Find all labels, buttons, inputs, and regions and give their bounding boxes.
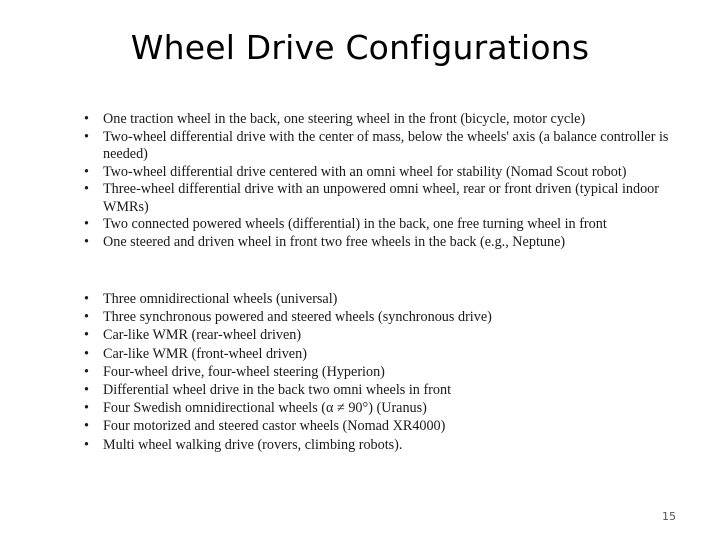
bullet-icon: • — [84, 111, 89, 127]
bullet-icon: • — [84, 309, 89, 326]
list-item — [84, 363, 674, 381]
list-item — [84, 308, 674, 326]
list-item — [84, 326, 674, 344]
bullet-icon: • — [84, 418, 89, 435]
list-item-text: One steered and driven wheel in front two free wheels in the back (e.g., Neptune) — [103, 233, 566, 250]
list-item — [84, 399, 674, 417]
bullet-icon: • — [84, 382, 89, 399]
bullet-icon: • — [84, 327, 89, 344]
bullet-icon: • — [84, 436, 89, 453]
bullet-list-group-1 — [84, 111, 674, 251]
bullet-icon: • — [84, 363, 89, 380]
bullet-icon: • — [84, 345, 89, 362]
list-item-text: Two-wheel differential drive centered with an omni wheel for stability (Nomad Scout robot) — [103, 163, 627, 180]
list-item-text: Three omnidirectional wheels (universal) — [103, 291, 338, 307]
bullet-icon: • — [84, 163, 89, 180]
list-item-text: Four Swedish omnidirectional wheels (α ≠ 90°) (Uranus) — [103, 400, 427, 417]
list-item-text: Three-wheel differential drive with an unpowered omni wheel, rear or front driven (typical indoor WMRs) — [103, 181, 659, 215]
list-item-text: Two-wheel differential drive with the center of mass, below the wheels' axis (a balance controller is needed) — [103, 128, 669, 162]
list-item — [84, 129, 674, 164]
list-item-text: Multi wheel walking drive (rovers, climbing robots). — [103, 436, 403, 453]
list-item-text: One traction wheel in the back, one steering wheel in the front (bicycle, motor cycle) — [103, 111, 586, 127]
list-item — [84, 234, 674, 252]
list-item — [84, 436, 674, 454]
bullet-icon: • — [84, 216, 89, 232]
list-item — [84, 345, 674, 363]
bullet-icon: • — [84, 291, 89, 307]
list-item-text: Two connected powered wheels (differential) in the back, one free turning wheel in front — [103, 216, 607, 232]
list-item — [84, 181, 674, 216]
list-item-text: Car-like WMR (rear-wheel driven) — [103, 327, 302, 344]
bullet-list-group-2 — [84, 290, 674, 454]
bullet-icon: • — [84, 128, 89, 145]
list-item-text: Differential wheel drive in the back two omni wheels in front — [103, 382, 452, 399]
list-item-text: Three synchronous powered and steered wheels (synchronous drive) — [103, 309, 492, 326]
list-item — [84, 381, 674, 399]
page-number: 15 — [662, 510, 676, 523]
list-item-text: Four-wheel drive, four-wheel steering (Hyperion) — [103, 363, 385, 380]
slide-title: Wheel Drive Configurations — [130, 28, 590, 67]
list-item-text: Four motorized and steered castor wheels (Nomad XR4000) — [103, 418, 446, 435]
list-item — [84, 290, 674, 308]
list-item — [84, 111, 674, 129]
list-item — [84, 164, 674, 182]
bullet-icon: • — [84, 181, 89, 197]
list-item — [84, 417, 674, 435]
bullet-icon: • — [84, 233, 89, 250]
list-item — [84, 216, 674, 234]
list-item-text: Car-like WMR (front-wheel driven) — [103, 345, 307, 362]
bullet-icon: • — [84, 400, 89, 417]
